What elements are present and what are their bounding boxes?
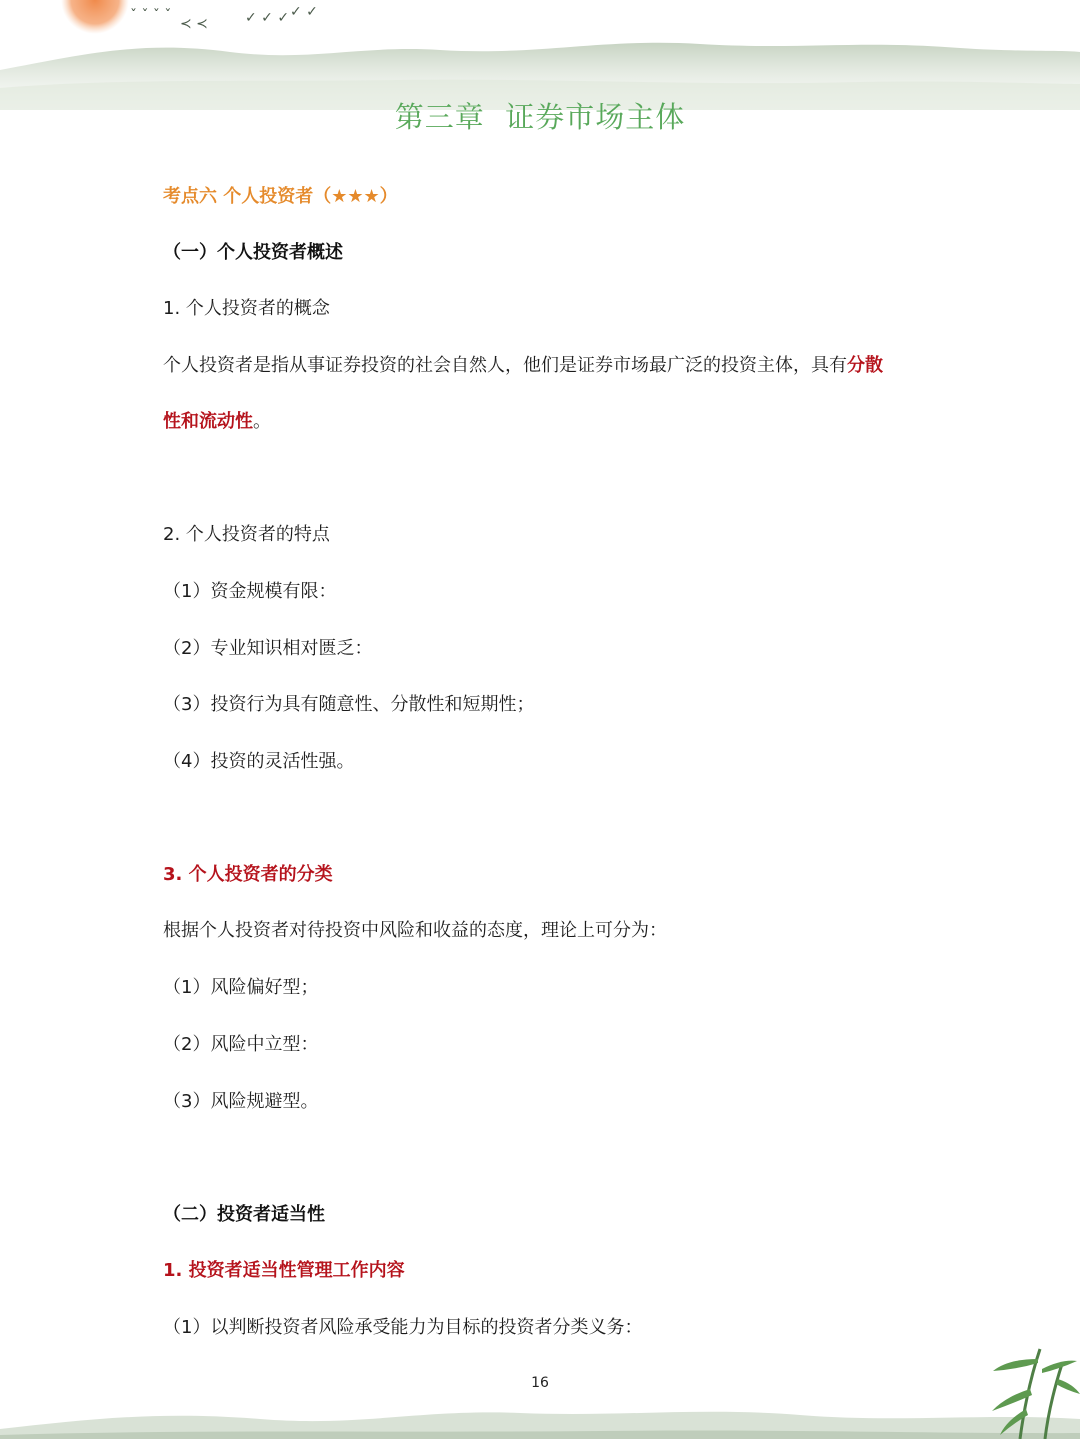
bamboo-icon	[950, 1339, 1080, 1439]
section-heading: 考点六 个人投资者（★★★）	[163, 186, 398, 207]
classification-item: （1）风险偏好型；	[163, 977, 319, 998]
concept-paragraph-line-2	[163, 409, 271, 435]
concept-paragraph-line-1	[163, 353, 883, 379]
feature-item: （3）投资行为具有随意性、分散性和短期性；	[163, 694, 535, 715]
classification-heading: 3. 个人投资者的分类	[163, 864, 333, 885]
subsection-heading-2: （二）投资者适当性	[163, 1204, 325, 1225]
feature-item: （1）资金规模有限：	[163, 581, 337, 602]
concept-emphasis-a: 分散	[847, 355, 883, 376]
ink-landscape-footer	[0, 1349, 1080, 1439]
svg-text:≺ ≺: ≺ ≺	[180, 16, 208, 32]
concept-emphasis-b: 性和流动性	[163, 411, 253, 432]
svg-text:✓ ✓ ✓: ✓ ✓ ✓	[245, 10, 290, 26]
chapter-title: 第三章 证券市场主体	[394, 100, 686, 134]
sun-shape	[61, 0, 129, 34]
classification-item: （3）风险规避型。	[163, 1091, 319, 1112]
subsection-heading-1: （一）个人投资者概述	[163, 242, 343, 263]
feature-item: （2）专业知识相对匮乏：	[163, 638, 373, 659]
suitability-heading: 1. 投资者适当性管理工作内容	[163, 1260, 405, 1281]
feature-item: （4）投资的灵活性强。	[163, 751, 355, 772]
concept-text: 个人投资者是指从事证券投资的社会自然人，他们是证券市场最广泛的投资主体，具有	[163, 355, 847, 376]
flying-birds	[130, 4, 318, 32]
svg-text:✓ ✓: ✓ ✓	[290, 4, 318, 20]
classification-intro: 根据个人投资者对待投资中风险和收益的态度，理论上可分为：	[163, 920, 667, 941]
classification-item: （2）风险中立型：	[163, 1034, 319, 1055]
ink-landscape-header	[0, 0, 1080, 110]
page-number: 16	[531, 1375, 549, 1391]
concept-heading: 1. 个人投资者的概念	[163, 298, 330, 319]
suitability-item: （1）以判断投资者风险承受能力为目标的投资者分类义务：	[163, 1317, 643, 1338]
concept-end: 。	[253, 411, 271, 432]
svg-text:ˇ ˇ ˇ ˇ: ˇ ˇ ˇ ˇ	[130, 8, 172, 24]
features-heading: 2. 个人投资者的特点	[163, 524, 330, 545]
